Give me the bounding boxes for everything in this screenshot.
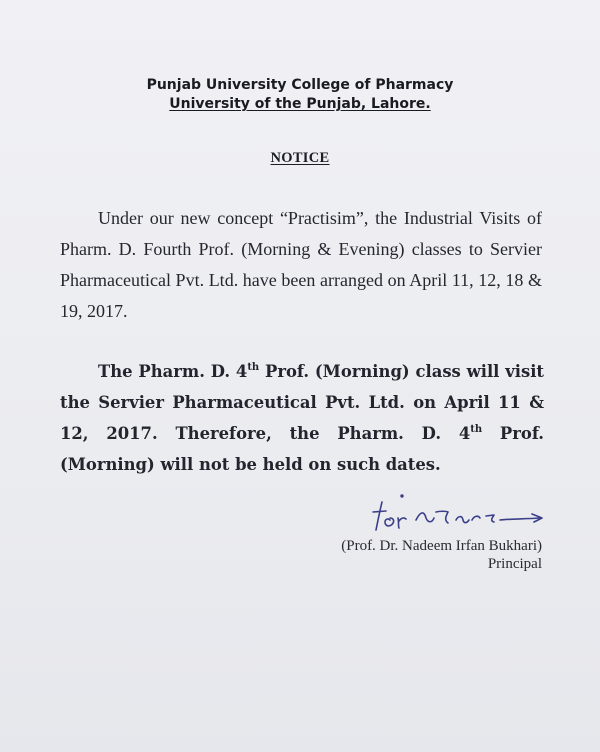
institution-name: Punjab University College of Pharmacy xyxy=(146,77,454,93)
ordinal-suffix-2: th xyxy=(470,424,483,435)
paragraph-2-part-2: Prof. (Morning) class will visit the Servier Pharmaceutical Pvt. Ltd. on April 11 & 12, 2017. Therefore, the Pharm. D. 4 xyxy=(60,362,544,443)
handwritten-signature xyxy=(368,490,558,536)
notice-title: NOTICE xyxy=(270,150,330,166)
signatory-name: (Prof. Dr. Nadeem Irfan Bukhari) xyxy=(341,538,542,554)
paragraph-2-part-3: Prof. (Morning) will not be held on such dates. xyxy=(60,424,544,474)
university-name: University of the Punjab, Lahore. xyxy=(169,96,431,112)
ordinal-suffix-1: th xyxy=(247,362,260,373)
paragraph-2-part-1: The Pharm. D. 4 xyxy=(98,362,248,381)
notice-paragraph-2 xyxy=(60,356,544,480)
signatory-title: Principal xyxy=(487,556,542,572)
notice-paragraph-1: Under our new concept “Practisim”, the Industrial Visits of Pharm. D. Fourth Prof. (Morning & Evening) classes to Servier Pharmaceutical Pvt. Ltd. have been arranged on April 11, 12, 18 & 19, 2017. xyxy=(60,208,542,321)
